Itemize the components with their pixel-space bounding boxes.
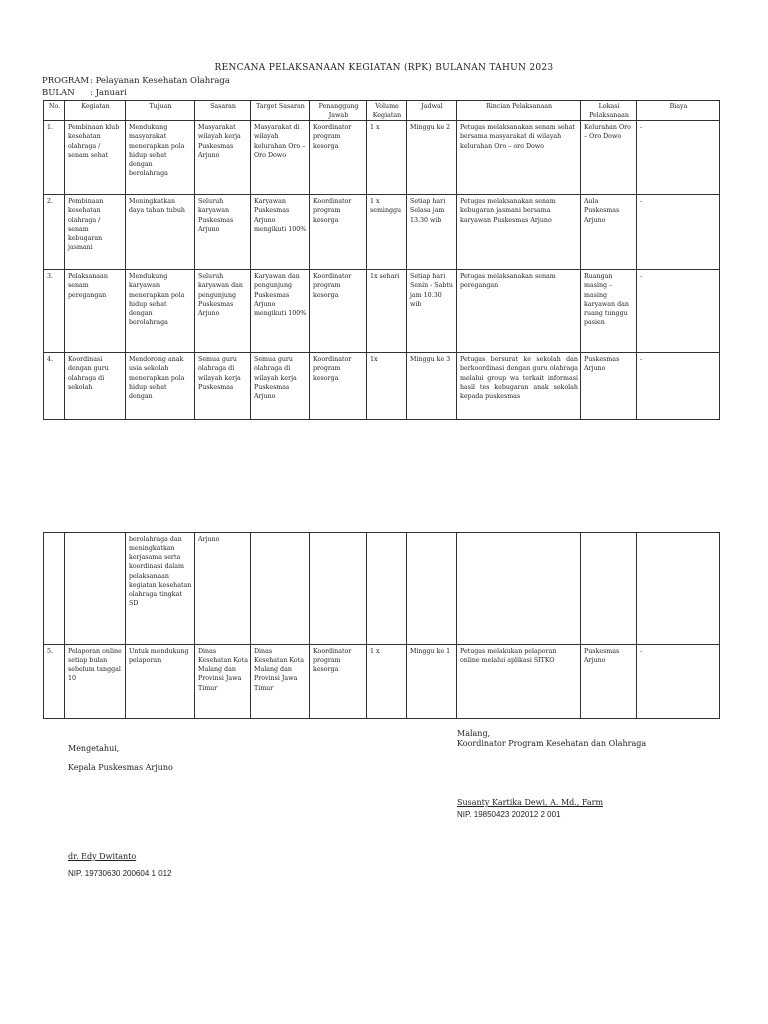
cell-sasaran: Seluruh karyawan dan pengunjung Puskesmas Arjuno	[195, 270, 251, 353]
cell-lokasi: Kelurahan Oro – Oro Dowo	[581, 121, 637, 195]
cell-kegiatan: Pembinaan klub kesehatan olahraga / senam sehat	[65, 121, 126, 195]
cell-lokasi: Aula Puskesmas Arjuno	[581, 195, 637, 270]
cell-kegiatan: Pelaksanaan senam peregangan	[65, 270, 126, 353]
cell-kegiatan: Pembinaan kesehatan olahraga / senam kebugaran jasmani	[65, 195, 126, 270]
header-no: No.	[44, 101, 65, 121]
cell-volume: 1x	[367, 353, 407, 420]
cell-jadwal: Minggu ke 3	[407, 353, 457, 420]
cell-rincian: Petugas melakukan pelaporan online melalui aplikasi SITKO	[457, 645, 581, 719]
cell-volume: 1 x	[367, 121, 407, 195]
cell-target	[251, 533, 310, 645]
table-row	[44, 195, 720, 270]
cell-rincian: Petugas melaksanakan senam peregangan	[457, 270, 581, 353]
table-row	[44, 270, 720, 353]
header-target-sasaran: Target Sasaran	[251, 101, 310, 121]
header-sasaran: Sasaran	[195, 101, 251, 121]
cell-pj: Koordinator program kesorga	[310, 645, 367, 719]
cell-jadwal: Minggu ke 2	[407, 121, 457, 195]
header-biaya: Biaya	[637, 101, 720, 121]
cell-no	[44, 533, 65, 645]
cell-jadwal: Setiap hari Senin - Sabtu jam 10.30 wib	[407, 270, 457, 353]
cell-no: 2.	[44, 195, 65, 270]
cell-jadwal: Setiap hari Selasa jam 13.30 wib	[407, 195, 457, 270]
cell-biaya: -	[637, 270, 720, 353]
coordinator-nip: NIP. 19850423 202012 2 001	[457, 810, 561, 819]
bulan-value: : Januari	[90, 88, 127, 98]
table-row	[44, 645, 720, 719]
program-line	[42, 76, 230, 86]
cell-no: 5.	[44, 645, 65, 719]
head-title: Kepala Puskesmas Arjuno	[68, 763, 173, 772]
head-nip: NIP. 19730630 200604 1 012	[68, 869, 172, 878]
cell-lokasi: Puskesmas Arjuno	[581, 645, 637, 719]
cell-biaya: -	[637, 195, 720, 270]
cell-pj: Koordinator program kesorga	[310, 195, 367, 270]
cell-biaya: -	[637, 353, 720, 420]
cell-pj: Koordinator program kesorga	[310, 270, 367, 353]
cell-target: Semua guru olahraga di wilayah kerja Puskesmas Arjuno	[251, 353, 310, 420]
cell-tujuan: berolahraga dan meningkatkan kerjasama serta koordinasi dalam pelaksanaan kegiatan kesehatan olahraga tingkat SD	[126, 533, 195, 645]
cell-jadwal	[407, 533, 457, 645]
cell-biaya: -	[637, 645, 720, 719]
table-row-continuation	[44, 533, 720, 645]
cell-rincian: Petugas melaksanakan senam sehat bersama masyarakat di wilayah kelurahan Oro – oro Dowo	[457, 121, 581, 195]
cell-tujuan: Mendorong anak usia sekolah menerapkan pola hidup sehat dengan	[126, 353, 195, 420]
cell-jadwal: Minggu ke 1	[407, 645, 457, 719]
head-name: dr. Edy Dwitanto	[68, 852, 137, 861]
cell-kegiatan	[65, 533, 126, 645]
program-value: : Pelayanan Kesehatan Olahraga	[90, 76, 230, 86]
cell-tujuan: Mendukung karyawan menerapkan pola hidup sehat dengan berolahraga	[126, 270, 195, 353]
header-kegiatan: Kegiatan	[65, 101, 126, 121]
cell-pj: Koordinator program kesorga	[310, 121, 367, 195]
cell-lokasi	[581, 533, 637, 645]
rpk-table	[43, 100, 720, 420]
cell-kegiatan: Koordinasi dengan guru olahraga di sekolah	[65, 353, 126, 420]
cell-tujuan: Untuk mendukung pelaporan	[126, 645, 195, 719]
cell-rincian: Petugas bersurat ke sekolah dan berkoordinasi dengan guru olahraga melalui group wa terkait informasi hasil tes kebugaran anak sekolah kepada puskesmas	[457, 353, 581, 420]
cell-biaya	[637, 533, 720, 645]
cell-sasaran: Masyarakat wilayah kerja Puskesmas Arjuno	[195, 121, 251, 195]
cell-tujuan: Mendukung masyarakat menerapkan pola hidup sehat dengan berolahraga	[126, 121, 195, 195]
cell-volume: 1 x	[367, 645, 407, 719]
cell-sasaran: Seluruh karyawan Puskesmas Arjuno	[195, 195, 251, 270]
cell-volume	[367, 533, 407, 645]
cell-sasaran: Arjuno	[195, 533, 251, 645]
cell-no: 3.	[44, 270, 65, 353]
cell-pj: Koordinator program kesorga	[310, 353, 367, 420]
header-penanggung-jawab: Penanggung Jawab	[310, 101, 367, 121]
coordinator-title: Koordinator Program Kesehatan dan Olahraga	[457, 739, 647, 748]
cell-target: Masyarakat di wilayah kelurahan Oro – Oro Dowo	[251, 121, 310, 195]
cell-lokasi: Puskesmas Arjuno	[581, 353, 637, 420]
cell-no: 1.	[44, 121, 65, 195]
header-jadwal: Jadwal	[407, 101, 457, 121]
acknowledged-label: Mengetahui,	[68, 744, 120, 753]
place-label: Malang,	[457, 729, 491, 738]
table-row	[44, 353, 720, 420]
cell-tujuan: Meningkatkan daya tahan tubuh	[126, 195, 195, 270]
rpk-table-continued	[43, 532, 720, 719]
document-title: RENCANA PELAKSANAAN KEGIATAN (RPK) BULANAN TAHUN 2023	[214, 63, 554, 73]
cell-volume: 1x sehari	[367, 270, 407, 353]
bulan-label: BULAN	[42, 88, 75, 98]
table-row	[44, 121, 720, 195]
cell-no: 4.	[44, 353, 65, 420]
header-volume-kegiatan: Volume Kegiatan	[367, 101, 407, 121]
cell-biaya: -	[637, 121, 720, 195]
cell-lokasi: Ruangan masing – masing karyawan dan ruang tunggu pasien	[581, 270, 637, 353]
cell-target: Karyawan Puskesmas Arjuno mengikuti 100%	[251, 195, 310, 270]
program-label: PROGRAM	[42, 76, 90, 86]
coordinator-name: Susanty Kartika Dewi, A. Md., Farm	[457, 798, 604, 807]
table-header-row	[44, 101, 720, 121]
cell-kegiatan: Pelaporan online setiap bulan sebelum tanggal 10	[65, 645, 126, 719]
cell-pj	[310, 533, 367, 645]
header-lokasi-pelaksanaan: Lokasi Pelaksanaan	[581, 101, 637, 121]
cell-target: Karyawan dan pengunjung Puskesmas Arjuno mengikuti 100%	[251, 270, 310, 353]
cell-volume: 1 x seminggu	[367, 195, 407, 270]
cell-sasaran: Semua guru olahraga di wilayah kerja Puskesmas	[195, 353, 251, 420]
cell-rincian: Petugas melaksanakan senam kebugaran jasmani bersama karyawan Puskesmas Arjuno	[457, 195, 581, 270]
header-rincian-pelaksanaan: Rincian Pelaksanaan	[457, 101, 581, 121]
cell-sasaran: Dinas Kesehatan Kota Malang dan Provinsi Jawa Timur	[195, 645, 251, 719]
bulan-line	[42, 88, 127, 98]
cell-rincian	[457, 533, 581, 645]
header-tujuan: Tujuan	[126, 101, 195, 121]
cell-target: Dinas Kesehatan Kota Malang dan Provinsi Jawa Timur	[251, 645, 310, 719]
